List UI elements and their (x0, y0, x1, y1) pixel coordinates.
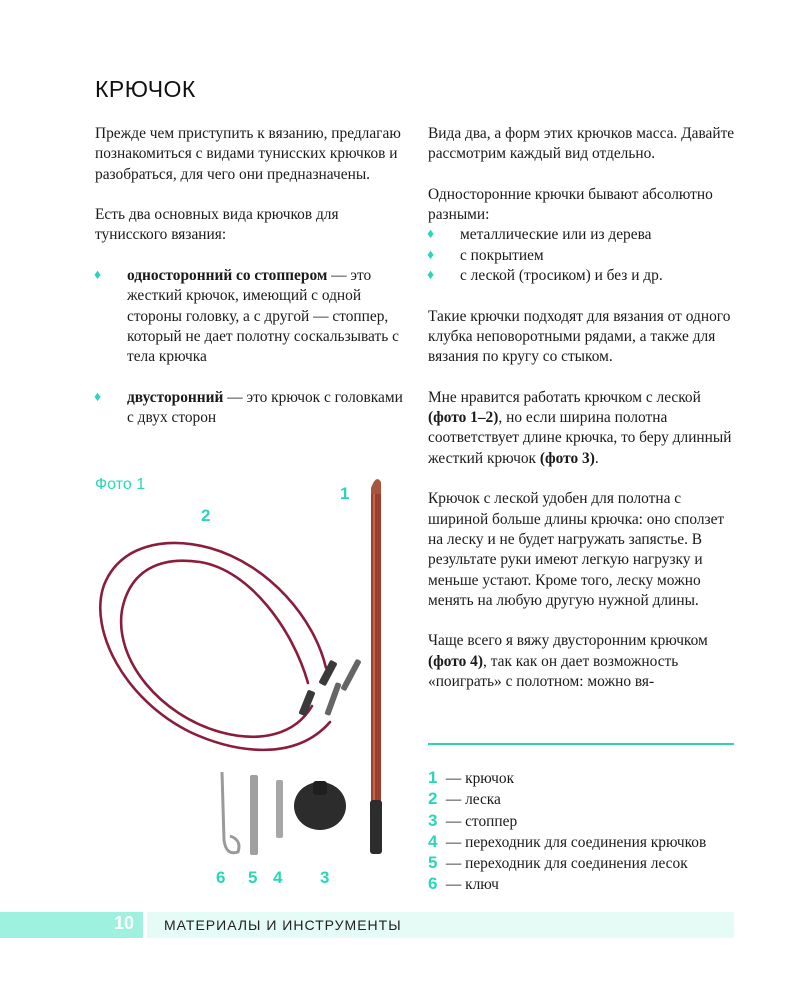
usage-paragraph: Такие крючки подходят для вязания от одного клубка неповоротными рядами, а также для вязания по кругу со стыком. (428, 307, 731, 366)
list-item (95, 388, 407, 429)
legend-item: 3 — стоппер (428, 810, 518, 830)
section-title-box (147, 912, 734, 938)
legend-item: 2 — леска (428, 789, 501, 809)
legend-item: 5 — переходник для соединения лесок (428, 853, 688, 873)
wooden-hook (370, 479, 382, 854)
photo-legend (428, 768, 706, 896)
page-footer (0, 912, 734, 938)
diamond-bullet-icon: ♦ (94, 268, 102, 284)
intro-paragraph: Прежде чем приступить к вязанию, предлагаю познакомиться с видами тунисских крючков и разобраться, для чего они предназначены. (95, 125, 401, 183)
legend-item: 6 — ключ (428, 874, 499, 894)
page-number: 10 (113, 913, 134, 933)
types-paragraph: Есть два основных вида крючков для тунисского вязания: (95, 206, 339, 244)
preference-paragraph: Мне нравится работать крючком с леской (фото 1–2), но если ширина полотна соответствует длине крючка, то беру длинный жесткий крючок (фото 3). (428, 388, 732, 467)
photo-label-1: 1 (340, 484, 350, 503)
photo-label-4: 4 (273, 868, 283, 887)
section-title: МАТЕРИАЛЫ И ИНСТРУМЕНТЫ (164, 917, 402, 933)
double-hook-paragraph: Чаще всего я вяжу двусторонним крючком (фото 4), так как он дает возможность «поиграть» с полотном: можно вя- (428, 632, 708, 691)
diamond-bullet-icon: ♦ (427, 227, 435, 243)
key-tool (222, 772, 239, 853)
left-column (95, 124, 407, 449)
legend-item: 1 — крючок (428, 768, 515, 787)
photo-label-6: 6 (216, 868, 226, 887)
photo-label-3: 3 (320, 868, 330, 887)
photo-label-5: 5 (248, 868, 258, 887)
cable-paragraph: Крючок с леской удобен для полотна с шириной больше длины крючка: оно сползет на леску и не будет нагружать запястье. В результате руки имеют легкую нагрузку и меньше устают. Кроме того, леску можно менять на любую другую нужной длины. (428, 490, 725, 609)
hook-types-list (95, 266, 407, 428)
one-sided-list (428, 225, 740, 286)
page-number-box (0, 912, 143, 938)
term-text: — это жесткий крючок, имеющий с одной стороны головку, а с другой — стоппер, который не дает полотну соскальзывать с тела крючка (127, 267, 399, 366)
list-item (95, 266, 407, 367)
photo-hook-set (90, 470, 410, 880)
list-item: ♦ с покрытием (428, 246, 740, 266)
list-item: ♦ металлические или из дерева (428, 225, 740, 245)
cable-adapter (250, 775, 258, 855)
legend-item: 4 — переходник для соединения крючков (428, 831, 707, 851)
page-title: КРЮЧОК (95, 76, 196, 102)
forms-paragraph: Вида два, а форм этих крючков масса. Давайте рассмотрим каждый вид отдельно. (428, 125, 735, 163)
cable-connector (298, 659, 361, 717)
one-sided-paragraph: Односторонние крючки бывают абсолютно разными: (428, 185, 713, 224)
photo-caption: Фото 1 (95, 476, 146, 493)
stopper (294, 781, 346, 830)
hook-adapter (276, 780, 283, 838)
term-bold: односторонний со стоппером (127, 267, 328, 285)
diamond-bullet-icon: ♦ (94, 389, 102, 405)
cable-line (100, 543, 330, 750)
diamond-bullet-icon: ♦ (427, 247, 435, 263)
list-item: ♦ с леской (тросиком) и без и др. (428, 266, 740, 286)
term-bold: двусторонний (127, 388, 224, 406)
right-column (428, 124, 740, 713)
legend-divider (428, 743, 734, 745)
photo-label-2: 2 (201, 506, 211, 525)
diamond-bullet-icon: ♦ (427, 268, 435, 284)
term-text: — это крючок с головками с двух сторон (127, 388, 403, 427)
